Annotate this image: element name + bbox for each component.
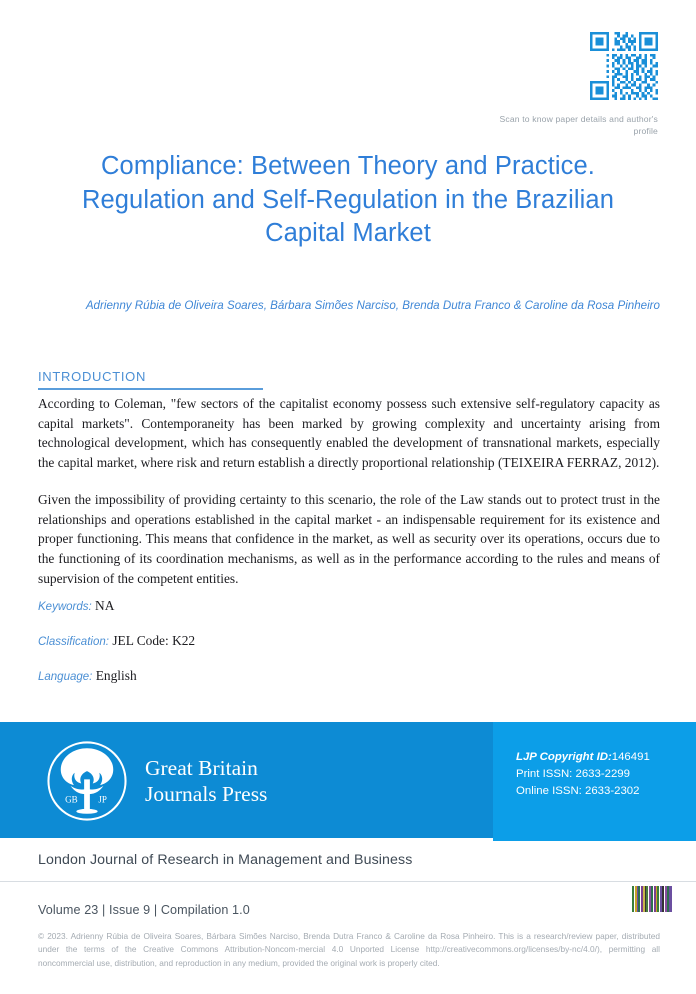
publisher-name [145, 755, 267, 807]
metadata-label: Language: [38, 670, 93, 683]
logo-monogram-left: GB [65, 794, 78, 805]
copyright-id-row [516, 749, 650, 766]
journal-name: London Journal of Research in Management and Business [38, 852, 413, 868]
paragraph: According to Coleman, "few sectors of the capitalist economy possess such extensive self-regulatory capacity as capital markets". Contemporaneity has been marked by growing complexity and uncertainty arising from technological development, which has consequently enabled the development of transnational markets, especially the capital market, where risk and return establish a directly proportional relationship (TEIXEIRA FERRAZ, 2012). [38, 396, 660, 471]
publisher-logo-area [46, 740, 267, 822]
metadata-value: JEL Code: K22 [112, 632, 196, 648]
barcode-icon [632, 886, 672, 912]
online-issn: Online ISSN: 2633-2302 [516, 784, 640, 797]
page-title: Compliance: Between Theory and Practice. Regulation and Self-Regulation in the Brazilian Capital Market [81, 152, 615, 248]
logo-monogram-right: JP [98, 794, 107, 805]
copyright-id-value: 146491 [611, 751, 650, 763]
tree-in-circle-logo [46, 740, 128, 822]
metadata-value: NA [95, 598, 115, 613]
publisher-name-line2: Journals Press [145, 782, 268, 806]
metadata-label: Classification: [38, 635, 109, 648]
section-heading [38, 369, 263, 390]
metadata-value: English [95, 667, 137, 683]
volume-issue-line: Volume 23 | Issue 9 | Compilation 1.0 [38, 903, 250, 917]
paragraph: Given the impossibility of providing certainty to this scenario, the role of the Law stands out to protect trust in the relationships and operations established in the capital market - an indispensable requirement for its existence and proper functioning. This means that confidence in the market, as well as security over its operations, occurs due to the functioning of its coordination mechanisms, as well as in the performance according to the rules and means of supervision of the competent entities. [38, 491, 660, 586]
author-list: Adrienny Rúbia de Oliveira Soares, Bárbara Simões Narciso, Brenda Dutra Franco & Caroline da Rosa Pinheiro [85, 299, 660, 312]
metadata-label: Keywords: [38, 601, 92, 613]
qr-code-icon[interactable] [590, 32, 658, 100]
metadata-row-classification [38, 632, 538, 650]
metadata-row-language [38, 667, 538, 685]
copyright-notice: © 2023. Adrienny Rúbia de Oliveira Soares, Bárbara Simões Narciso, Brenda Dutra Franco & Caroline da Rosa Pinheiro. This is a research/review paper, distributed under the terms of the Creative Commons Attribution-Noncom-mercial 4.0 Unported License http://creativecommons.org/licenses/by-nc/4.0/), permitting all noncommercial use, distribution, and reproduction in any medium, provided the original work is properly cited. [38, 931, 660, 968]
issn-block [516, 749, 650, 800]
qr-block [498, 32, 658, 138]
footer-divider [0, 881, 696, 882]
publisher-name-line1: Great Britain [145, 755, 258, 780]
paper-metadata [38, 597, 538, 702]
qr-caption: Scan to know paper details and author's profile [499, 114, 658, 137]
body-text [38, 394, 660, 605]
print-issn: Print ISSN: 2633-2299 [516, 767, 630, 780]
metadata-row-keywords [38, 597, 538, 615]
copyright-id-label: LJP Copyright ID: [516, 751, 612, 763]
section-rule [38, 388, 263, 390]
section-heading-label: INTRODUCTION [38, 369, 147, 384]
